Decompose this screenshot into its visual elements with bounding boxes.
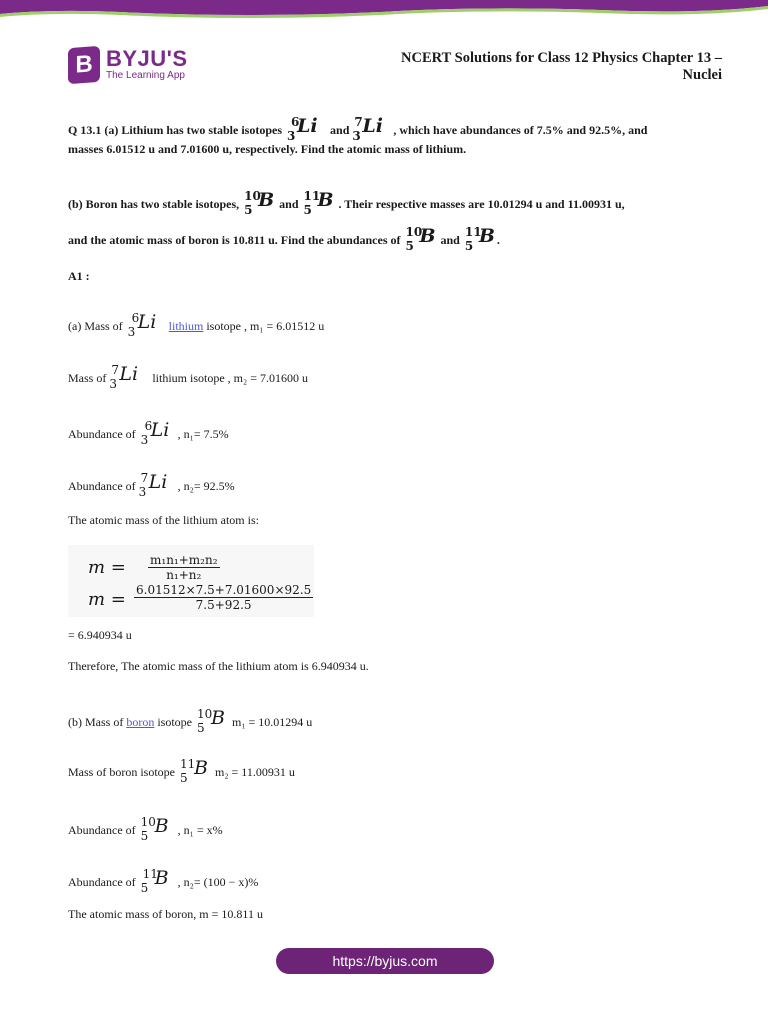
footer-url[interactable]: https://byjus.com (332, 953, 438, 969)
byjus-logo[interactable] (68, 44, 188, 86)
answer-b-mass1: (b) Mass of boron isotope 10 5 B m₁ = 10.01294 u (68, 707, 313, 735)
isotope-li6: 6 3 Li (127, 311, 157, 339)
isotope-li7: 7 3 Li (352, 115, 383, 143)
formula-fraction-2: $\frac{6.01512\times 7.5+7.01600\times 92.5}{7.5+92.5}$ (136, 583, 312, 612)
footer-url-button[interactable] (276, 948, 494, 974)
formula-fraction-1: $\frac{\text{m₁n₁+m₂n₂}}{\text{n₁+n₂}}$ (150, 553, 218, 582)
logo-brand: BYJU'S (106, 46, 188, 71)
isotope-b10: 10 5 B (244, 189, 275, 217)
lithium-conclusion: Therefore, The atomic mass of the lithium atom is 6.940934 u. (68, 659, 369, 673)
answer-label: A1 : (68, 269, 90, 283)
boron-atomic-mass: The atomic mass of boron, m = 10.811 u (68, 907, 263, 921)
isotope-b11: 11 5 B (180, 757, 208, 785)
isotope-li7: 7 3 Li (138, 471, 168, 499)
isotope-b10: 10 5 B (405, 225, 436, 253)
answer-b-abundance2: Abundance of 11 5 B , n₂= (100 − x)% (68, 867, 259, 895)
atomic-mass-formula (68, 545, 314, 617)
answer-a-abundance2: Abundance of 7 3 Li , n₂= 92.5% (68, 471, 235, 499)
isotope-li7: 7 3 Li (109, 363, 139, 391)
formula-lhs-1: m = (88, 557, 126, 578)
isotope-li6: 6 3 Li (287, 115, 318, 143)
boron-link[interactable]: boron (126, 714, 155, 729)
atomic-mass-intro: The atomic mass of the lithium atom is: (68, 513, 259, 527)
isotope-b11: 11 5 B (464, 225, 495, 253)
isotope-b10: 10 5 B (197, 707, 225, 735)
formula-lhs-2: m = (88, 589, 126, 610)
question-a-line2: masses 6.01512 u and 7.01600 u, respectively. Find the atomic mass of lithium. (68, 142, 467, 156)
isotope-li6: 6 3 Li (140, 419, 170, 447)
header-wave-bar (0, 0, 768, 20)
isotope-b10: 10 5 B (140, 815, 169, 843)
isotope-b11: 11 5 B (303, 189, 334, 217)
logo-badge-icon: B (68, 46, 100, 84)
question-b-line2: and the atomic mass of boron is 10.811 u. Find the abundances of 10 5 B and 11 5 B . (68, 225, 500, 253)
answer-b-abundance1: Abundance of 10 5 B , n₁ = x% (68, 815, 223, 843)
question-b-line1: (b) Boron has two stable isotopes, 10 5 B and 11 5 B . Their respective masses are 10.01294 u and 11.00931 u, (68, 189, 625, 217)
answer-a-mass2: Mass of 7 3 Li lithium isotope , m₂ = 7.01600 u (68, 363, 308, 391)
answer-b-mass2: Mass of boron isotope 11 5 B m₂ = 11.00931 u (68, 757, 295, 785)
question-a-line1: Q 13.1 (a) Lithium has two stable isotopes 6 3 Li and 7 3 Li , which have abundances of 7.5% and 92.5%, and (68, 115, 648, 143)
page-title: NCERT Solutions for Class 12 Physics Chapter 13 – Nuclei (401, 50, 722, 83)
result-value: = 6.940934 u (68, 628, 132, 642)
lithium-link[interactable]: lithium (168, 318, 204, 333)
answer-a-abundance1: Abundance of 6 3 Li , n₁= 7.5% (68, 419, 229, 447)
isotope-b11: 11 5 B (140, 867, 169, 895)
answer-a-mass1: (a) Mass of 6 3 Li lithium isotope , m₁ = 6.01512 u (68, 311, 325, 339)
logo-tagline: The Learning App (106, 70, 185, 81)
